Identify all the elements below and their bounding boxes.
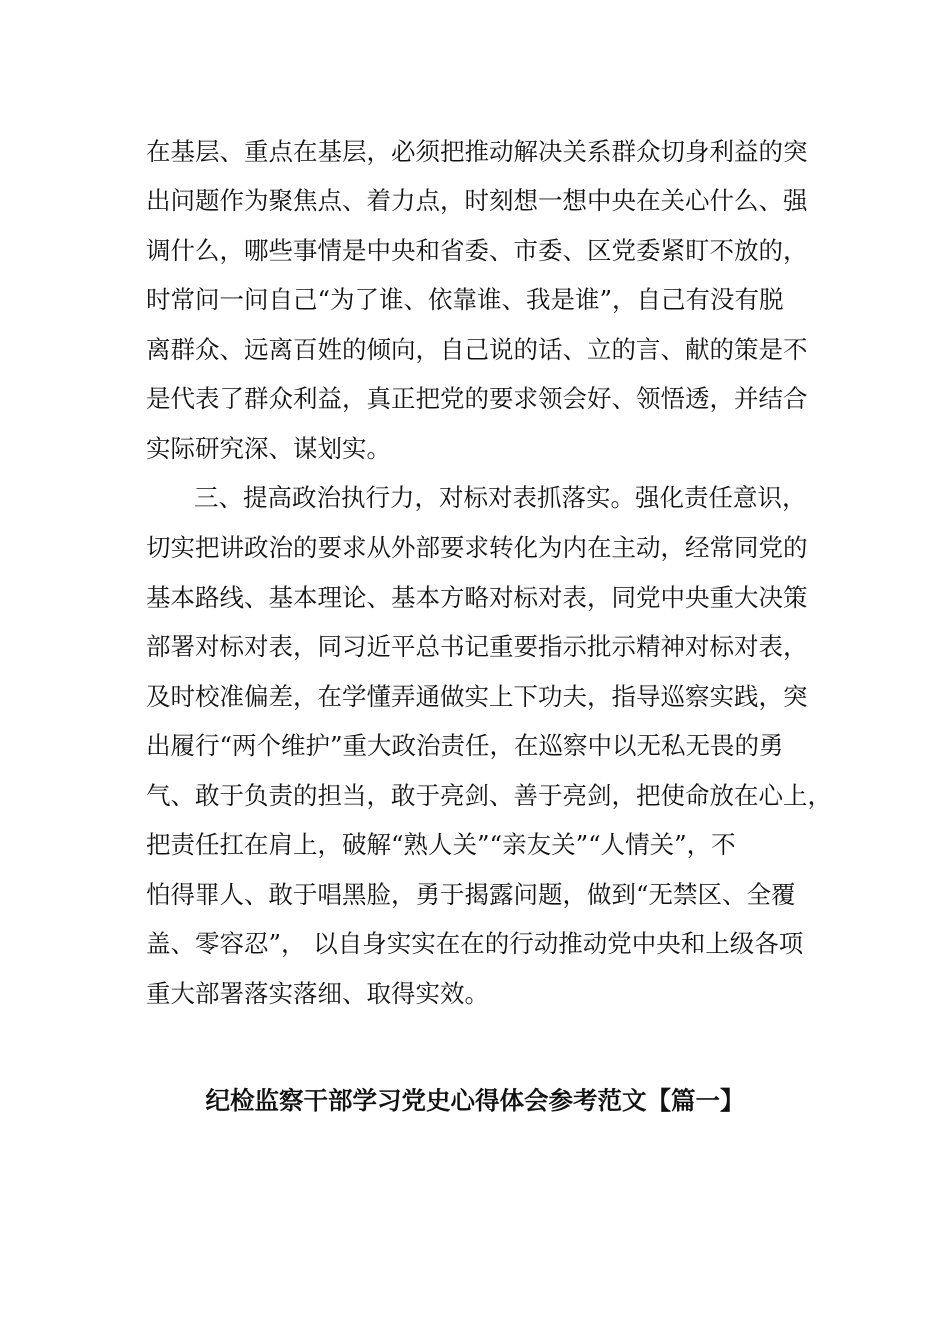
paragraph-1-line: 实际研究深、谋划实。 [146,434,391,463]
section-heading: 纪检监察干部学习党史心得体会参考范文【篇一】 [205,1086,745,1115]
paragraph-2-line: 出履行“两个维护”重大政治责任，在巡察中以无私无畏的勇 [146,731,784,760]
paragraph-1-line: 时常问一问自己“为了谁、依靠谁、我是谁”，自己有没有脱 [146,285,784,314]
paragraph-2-line: 切实把讲政治的要求从外部要求转化为内在主动，经常同党的 [146,533,808,562]
paragraph-2-line: 基本路线、基本理论、基本方略对标对表，同党中央重大决策 [146,583,808,612]
paragraph-1-line: 是代表了群众利益，真正把党的要求领会好、领悟透，并结合 [146,384,808,413]
paragraph-2-line: 怕得罪人、敢于唱黑脸，勇于揭露问题，做到“无禁区、全覆 [146,880,796,909]
paragraph-2-line: 盖、零容忍”， 以自身实实在在的行动推动党中央和上级各项 [146,929,804,958]
paragraph-1-line: 离群众、远离百姓的倾向，自己说的话、立的言、献的策是不 [146,335,808,364]
paragraph-2-line: 把责任扛在肩上，破解“熟人关”“亲友关”“人情关”，不 [146,830,736,859]
paragraph-2-line: 部署对标对表，同习近平总书记重要指示批示精神对标对表， [146,632,808,661]
paragraph-1-line: 在基层、重点在基层，必须把推动解决关系群众切身利益的突 [146,137,808,166]
paragraph-2-line: 气、敢于负责的担当，敢于亮剑、善于亮剑，把使命放在心上， [146,781,832,810]
paragraph-2-line: 及时校准偏差，在学懂弄通做实上下功夫，指导巡察实践，突 [146,682,808,711]
paragraph-2-line: 重大部署落实落细、取得实效。 [146,979,489,1008]
paragraph-1-line: 出问题作为聚焦点、着力点，时刻想一想中央在关心什么、强 [146,186,808,215]
paragraph-2-line: 三、提高政治执行力，对标对表抓落实。强化责任意识， [194,483,807,512]
paragraph-1-line: 调什么，哪些事情是中央和省委、市委、区党委紧盯不放的， [146,236,808,265]
